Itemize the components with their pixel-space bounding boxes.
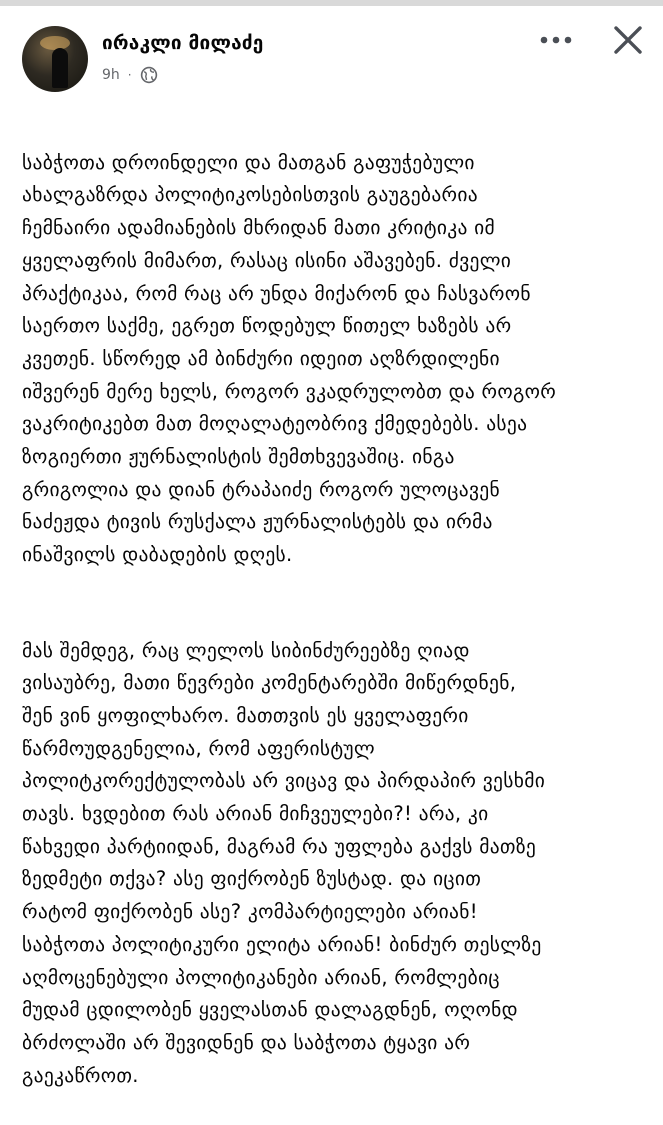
more-horizontal-icon: [538, 35, 574, 45]
top-divider: [0, 0, 663, 6]
globe-icon[interactable]: [140, 66, 158, 84]
avatar[interactable]: [22, 26, 88, 92]
post-timestamp[interactable]: 9h: [102, 67, 120, 83]
close-icon: [613, 25, 643, 55]
post-meta: [102, 66, 158, 84]
post-paragraph: მას შემდეგ, რაც ლელოს სიბინძურეებზე ღიად ვისაუბრე, მათი წევრები კომენტარებში მიწერდნენ, შენ ვინ ყოფილხარო. მათთვის ეს ყველაფერი წარმოუდგენელია, რომ აფერისტულ პოლიტკორექტულობას არ ვიცავ და პირდაპირ ვესხმი თავს. ხვდებით რას არიან მიჩვეულები?! არა, კი წახვედი პარტიიდან, მაგრამ რა უფლება გაქვს მათზე ზედმეტი თქვა? ასე ფიქრობენ ზუსტად. და იცით რატომ ფიქრობენ ასე? კომპარტიელები არიან! საბჭოთა პოლიტიკური ელიტა არიან! ბინძურ თესლზე აღმოცენებული პოლიტიკანები არიან, რომლებიც მუდამ ცდილობენ ყველასთან დალაგდნენ, ოღონდ ბრძოლაში არ შევიდნენ და საბჭოთა ტყავი არ გაეკაწროთ.: [22, 638, 546, 1087]
post-text: [22, 114, 647, 1125]
more-options-button[interactable]: [536, 26, 576, 54]
close-button[interactable]: [606, 20, 650, 60]
post-paragraph: საბჭოთა დროინდელი და მათგან გაფუჭებული ახალგაზრდა პოლიტიკოსებისთვის გაუგებარია ჩემნაირი ადამიანების მხრიდან მათი კრიტიკა იმ ყველაფრის მიმართ, რასაც ისინი აშავებენ. ძველი პრაქტიკაა, რომ რაც არ უნდა მიქარონ და ჩასვარონ საერთო საქმე, ეგრეთ წოდებულ წითელ ხაზებს არ კვეთენ. სწორედ ამ ბინძური იდეით აღზრდილენი იშვერენ მერე ხელს, როგორ ვკადრულობთ და როგორ ვაკრიტიკებთ მათ მოღალატეობრივ ქმედებებს. ასეა ზოგიერთი ჟურნალისტის შემთხვევაშიც. ინგა გრიგოლია და დიან ტრაპაიძე როგორ ულოცავენ ნაძეჟდა ტივის რუსქალა ჟურნალისტებს და ირმა ინაშვილს დაბადების დღეს.: [22, 150, 557, 567]
author-name[interactable]: ირაკლი მილაძე: [102, 32, 264, 54]
post-header: [0, 20, 663, 96]
avatar-figure: [52, 48, 68, 88]
avatar-light: [40, 36, 70, 50]
meta-separator: ·: [127, 68, 132, 82]
